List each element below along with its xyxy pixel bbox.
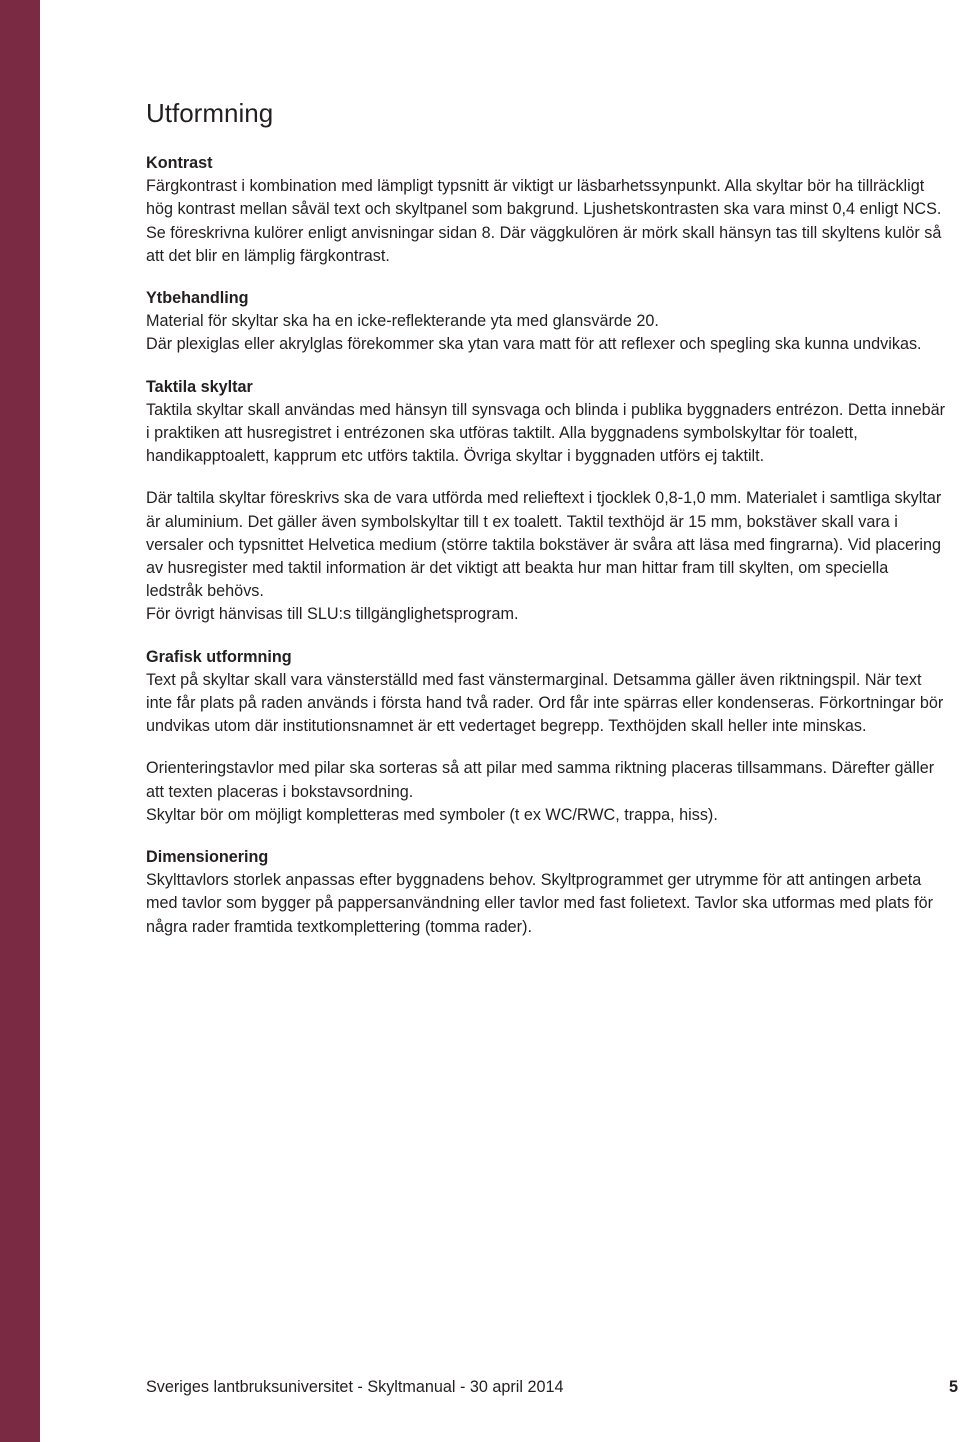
- paragraph: Där plexiglas eller akrylglas förekommer ska ytan vara matt för att reflexer och spegling ska kunna undvikas.: [146, 335, 922, 354]
- section-heading: Kontrast: [146, 154, 213, 172]
- section-heading: Ytbehandling: [146, 289, 249, 308]
- section: [146, 376, 946, 627]
- page-content: [146, 96, 946, 958]
- section: [146, 152, 946, 268]
- section: [146, 287, 946, 357]
- paragraph: Skyltar bör om möjligt kompletteras med symboler (t ex WC/RWC, trappa, hiss).: [146, 805, 718, 824]
- sidebar-accent-bar: [0, 0, 40, 1442]
- page-title: Utformning: [146, 98, 274, 128]
- paragraph: Där taltila skyltar föreskrivs ska de vara utförda med relieftext i tjocklek 0,8-1,0 mm. Materialet i samtliga skyltar är aluminium. Det gäller även symbolskyltar till t ex toalett. Taktil texthöjd är 15 mm, bokstäver skall vara i versaler och typsnittet Helvetica medium (större taktila bokstäver är svåra att läsa med fingrarna). Vid placering av husregister med taktil information är det viktigt att beakta hur man hittar fram till skylten, om speciella ledstråk behövs.: [146, 489, 942, 601]
- section: [146, 846, 946, 939]
- section-heading: Grafisk utformning: [146, 647, 292, 666]
- sections: [146, 152, 946, 939]
- section: [146, 646, 946, 827]
- paragraph: Text på skyltar skall vara vänsterställd med fast vänstermarginal. Detsamma gäller även riktningspil. När text inte får plats på raden används i första hand två rader. Ord får inte spärras eller kondenseras. Förkortningar bör undvikas utom där institutionsnamnet är ett vedertaget begrepp. Texthöjden skall heller inte minskas.: [146, 670, 944, 736]
- paragraph: Material för skyltar ska ha en icke-reflekterande yta med glansvärde 20.: [146, 312, 659, 331]
- paragraph-gap: [146, 468, 946, 487]
- paragraph: Skylttavlors storlek anpassas efter byggnadens behov. Skyltprogrammet ger utrymme för att antingen arbeta med tavlor som bygger på pappersanvändning eller tavlor med fast folietext. Tavlor ska utformas med plats för några rader framtida textkomplettering (tomma rader).: [146, 871, 933, 936]
- paragraph-gap: [146, 738, 946, 757]
- paragraph: Färgkontrast i kombination med lämpligt typsnitt är viktigt ur läsbarhetssynpunkt. Alla skyltar bör ha tillräckligt hög kontrast mellan såväl text och skyltpanel som bakgrund. Ljushetskontrasten ska vara minst 0,4 enligt NCS. Se föreskrivna kulörer enligt anvisningar sidan 8. Där väggkulören är mörk skall hänsyn tas till skyltens kulör så att det blir en lämplig färgkontrast.: [146, 177, 942, 265]
- page-number: 5: [949, 1378, 959, 1396]
- paragraph: Taktila skyltar skall användas med hänsyn till synsvaga och blinda i publika byggnaders entrézon. Detta innebär i praktiken att husregistret i entrézonen ska utföras taktilt. Alla byggnadens symbolskyltar för toalett, handikapptoalett, kapprum etc utförs taktila. Övriga skyltar i byggnaden utförs ej taktilt.: [146, 400, 946, 466]
- footer-text: Sveriges lantbruksuniversitet - Skyltmanual - 30 april 2014: [146, 1378, 564, 1396]
- paragraph: Orienteringstavlor med pilar ska sorteras så att pilar med samma riktning placeras tillsammans. Därefter gäller att texten placeras i bokstavsordning.: [146, 759, 935, 801]
- paragraph: För övrigt hänvisas till SLU:s tillgänglighetsprogram.: [146, 605, 519, 624]
- section-heading: Dimensionering: [146, 848, 269, 867]
- section-heading: Taktila skyltar: [146, 377, 253, 396]
